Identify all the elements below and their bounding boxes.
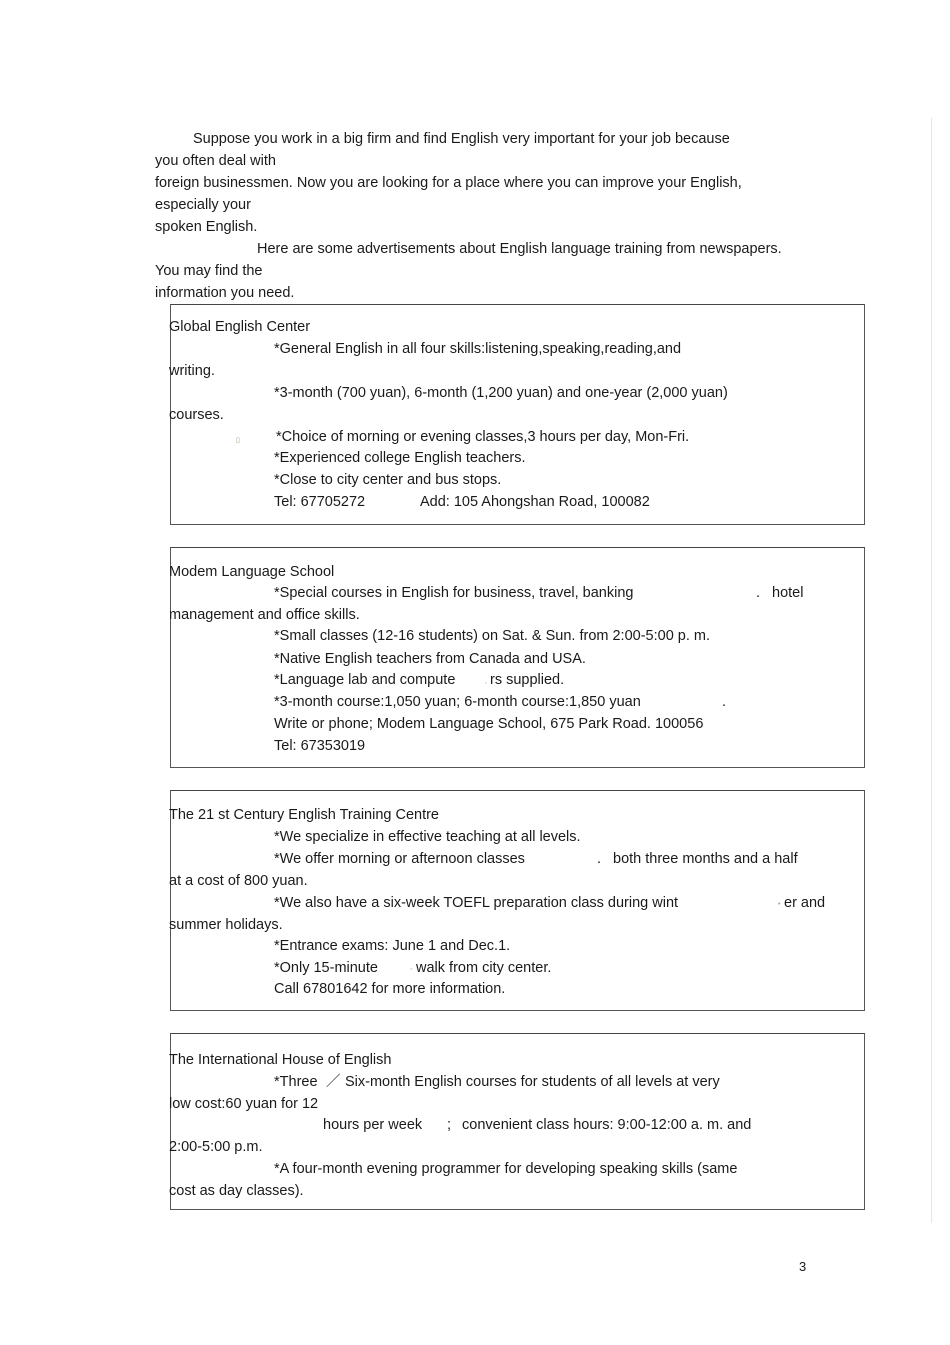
ad-line: *Special courses in English for business, travel, banking bbox=[274, 585, 634, 601]
intro-line: You may find the bbox=[155, 263, 263, 279]
ad-line: *We specialize in effective teaching at all levels. bbox=[274, 829, 581, 845]
ad-line: *We also have a six-week TOEFL preparation class during wint bbox=[274, 895, 679, 911]
ad-line: rs supplied. bbox=[490, 672, 565, 688]
ad-line: *Small classes (12-16 students) on Sat. & Sun. from 2:00-5:00 p. m. bbox=[274, 628, 711, 644]
ad-line: convenient class hours: 9:00-12:00 a. m. and bbox=[462, 1117, 752, 1133]
ad-line: ／ bbox=[326, 1074, 341, 1090]
ad-title: The 21 st Century English Training Centre bbox=[169, 807, 439, 823]
ad-line: *Close to city center and bus stops. bbox=[274, 472, 502, 488]
ad-line: summer holidays. bbox=[169, 917, 283, 933]
ad-title: Modem Language School bbox=[169, 564, 335, 580]
scan-speck: , bbox=[485, 678, 487, 685]
ad-line: *We offer morning or afternoon classes bbox=[274, 851, 525, 867]
ad-line: Six-month English courses for students of all levels at very bbox=[345, 1074, 720, 1090]
ad-title: Global English Center bbox=[169, 319, 311, 335]
intro-line: information you need. bbox=[155, 285, 295, 301]
ad-phone: Call 67801642 for more information. bbox=[274, 981, 506, 997]
page-number: 3 bbox=[799, 1259, 807, 1274]
ad-line: hours per week bbox=[323, 1117, 423, 1133]
ad-line: 2:00-5:00 p.m. bbox=[169, 1139, 263, 1155]
ad-line: *Language lab and compute bbox=[274, 672, 456, 688]
ad-phone: Tel: 67705272 bbox=[274, 494, 366, 510]
ad-line: ; bbox=[447, 1117, 452, 1133]
right-edge-rule bbox=[931, 118, 932, 1223]
intro-line: spoken English. bbox=[155, 219, 258, 235]
ad-line: *General English in all four skills:listening,speaking,reading,and bbox=[274, 341, 682, 357]
ad-address: Write or phone; Modem Language School, 675 Park Road. 100056 bbox=[274, 716, 704, 732]
scan-speck: • bbox=[778, 901, 781, 908]
ad-line: hotel bbox=[772, 585, 804, 601]
ad-address: Add: 105 Ahongshan Road, 100082 bbox=[420, 494, 650, 510]
ad-box-global-english-center bbox=[170, 304, 865, 525]
scan-speck: ◦ bbox=[410, 966, 413, 973]
ad-line: *A four-month evening programmer for developing speaking skills (same bbox=[274, 1161, 738, 1177]
ad-line: . bbox=[597, 851, 602, 867]
ad-line: cost as day classes). bbox=[169, 1183, 304, 1199]
ad-line: *Only 15-minute bbox=[274, 960, 378, 976]
intro-line: foreign businessmen. Now you are looking for a place where you can improve your English, bbox=[155, 175, 742, 191]
ad-line: courses. bbox=[169, 407, 224, 423]
ad-phone: Tel: 67353019 bbox=[274, 738, 366, 754]
ad-line: *3-month course:1,050 yuan; 6-month course:1,850 yuan bbox=[274, 694, 641, 710]
scan-speck: ▯ bbox=[236, 437, 240, 444]
ad-line: writing. bbox=[169, 363, 215, 379]
ad-line: management and office skills. bbox=[169, 607, 360, 623]
ad-title: The International House of English bbox=[169, 1052, 392, 1068]
intro-line: you often deal with bbox=[155, 153, 276, 169]
intro-line: especially your bbox=[155, 197, 251, 213]
ad-line: . bbox=[722, 694, 727, 710]
ad-line: *Entrance exams: June 1 and Dec.1. bbox=[274, 938, 511, 954]
ad-line: *Experienced college English teachers. bbox=[274, 450, 526, 466]
ad-line: walk from city center. bbox=[416, 960, 552, 976]
ad-line: *Choice of morning or evening classes,3 hours per day, Mon-Fri. bbox=[276, 429, 690, 445]
intro-line: Here are some advertisements about English language training from newspapers. bbox=[257, 241, 782, 257]
ad-line: both three months and a half bbox=[613, 851, 798, 867]
ad-line: *Native English teachers from Canada and USA. bbox=[274, 651, 586, 667]
ad-line: er and bbox=[784, 895, 826, 911]
ad-line: *3-month (700 yuan), 6-month (1,200 yuan) and one-year (2,000 yuan) bbox=[274, 385, 728, 401]
intro-line: Suppose you work in a big firm and find English very important for your job because bbox=[193, 131, 730, 147]
ad-line: at a cost of 800 yuan. bbox=[169, 873, 308, 889]
ad-line: *Three bbox=[274, 1074, 318, 1090]
ad-line: . bbox=[756, 585, 761, 601]
ad-line: low cost:60 yuan for 12 bbox=[169, 1096, 319, 1112]
